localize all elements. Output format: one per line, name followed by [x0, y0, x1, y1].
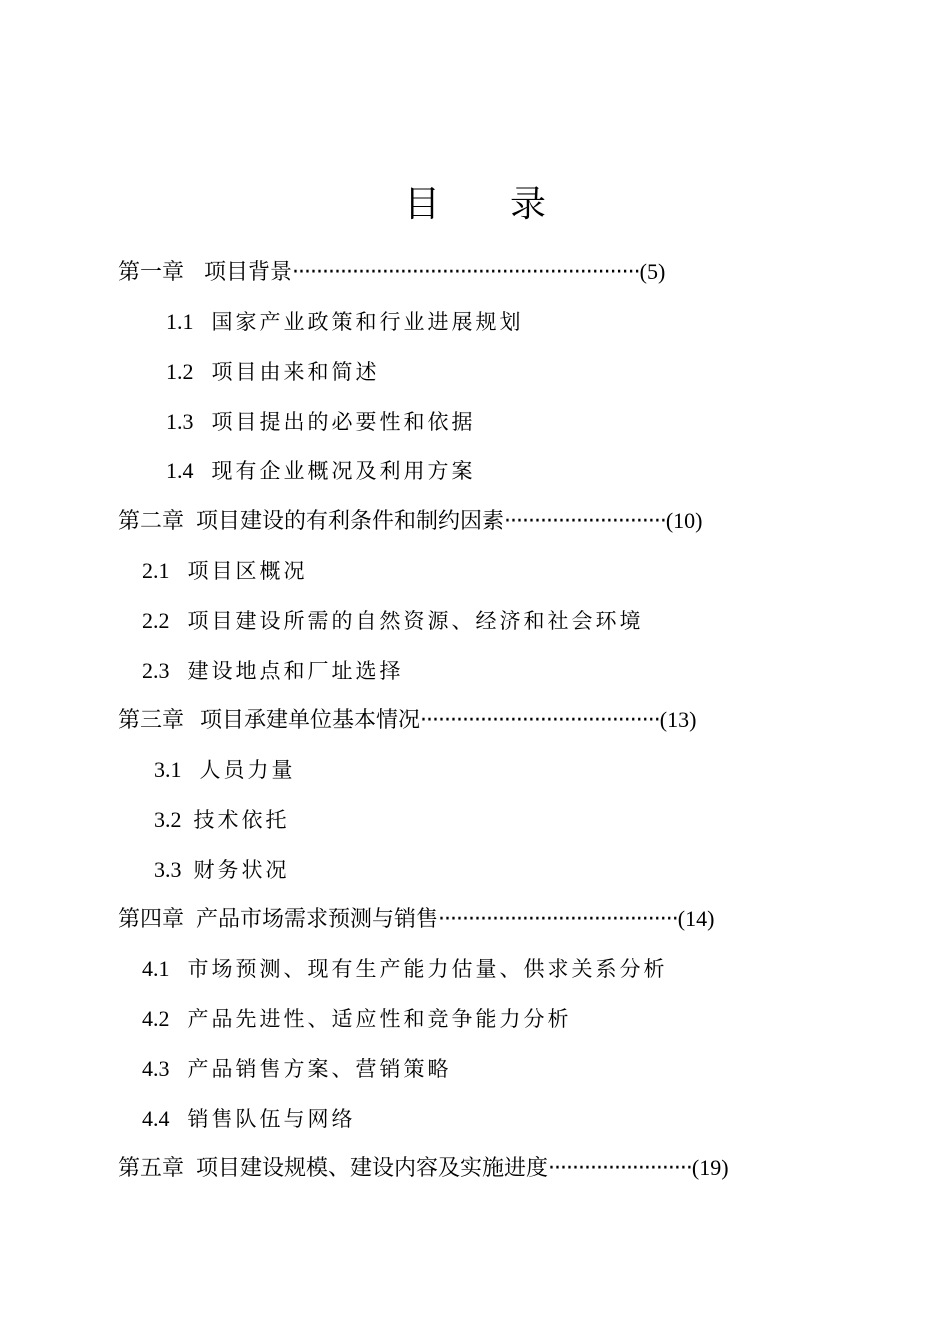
toc-section-4-3[interactable] [142, 1054, 452, 1084]
chapter-label: 第四章 [118, 907, 185, 932]
section-title: 人员力量 [199, 758, 296, 782]
chapter-title: 项目承建单位基本情况 [200, 708, 421, 733]
document-title [0, 176, 950, 227]
section-number: 4.3 [142, 1056, 170, 1081]
section-title: 建设地点和厂址选择 [187, 659, 404, 683]
toc-section-1-3[interactable] [166, 407, 476, 437]
section-number: 4.1 [142, 956, 170, 981]
chapter-label: 第五章 [118, 1156, 185, 1181]
chapter-label: 第二章 [118, 509, 185, 534]
section-number: 1.4 [166, 458, 194, 483]
title-char-2: 录 [510, 184, 547, 225]
toc-chapter-1[interactable] [118, 257, 665, 287]
page-number: (14) [677, 906, 715, 931]
section-title: 财务状况 [193, 858, 290, 882]
leader-dots: ························ [548, 1156, 692, 1181]
page-number: (5) [639, 259, 666, 284]
page-number: (13) [659, 707, 697, 732]
leader-dots: ········································ [438, 907, 678, 932]
section-title: 项目提出的必要性和依据 [211, 410, 476, 434]
toc-section-2-2[interactable] [142, 606, 644, 636]
chapter-title: 产品市场需求预测与销售 [196, 907, 439, 932]
section-title: 现有企业概况及利用方案 [211, 459, 476, 483]
section-number: 3.1 [154, 757, 182, 782]
toc-section-4-2[interactable] [142, 1004, 572, 1034]
leader-dots: ·························································· [292, 260, 640, 285]
section-number: 1.2 [166, 359, 194, 384]
section-number: 1.1 [166, 309, 194, 334]
toc-section-3-3[interactable] [154, 855, 290, 885]
section-number: 2.3 [142, 658, 170, 683]
chapter-label: 第三章 [118, 708, 185, 733]
leader-dots: ········································ [420, 708, 660, 733]
section-number: 4.4 [142, 1106, 170, 1131]
page-number: (10) [665, 508, 703, 533]
toc-section-4-1[interactable] [142, 954, 668, 984]
chapter-title: 项目建设规模、建设内容及实施进度 [196, 1156, 549, 1181]
section-title: 国家产业政策和行业进展规划 [211, 310, 524, 334]
section-title: 产品先进性、适应性和竞争能力分析 [187, 1007, 572, 1031]
chapter-label: 第一章 [118, 260, 185, 285]
section-number: 3.3 [154, 857, 182, 882]
section-title: 项目建设所需的自然资源、经济和社会环境 [187, 609, 644, 633]
section-title: 项目由来和简述 [211, 360, 380, 384]
toc-section-2-3[interactable] [142, 656, 404, 686]
section-number: 4.2 [142, 1006, 170, 1031]
chapter-title: 项目建设的有利条件和制约因素 [196, 509, 505, 534]
toc-section-4-4[interactable] [142, 1104, 356, 1134]
toc-section-1-1[interactable] [166, 307, 524, 337]
section-title: 产品销售方案、营销策略 [187, 1057, 452, 1081]
toc-chapter-4[interactable] [118, 904, 714, 934]
toc-section-1-2[interactable] [166, 357, 380, 387]
toc-section-1-4[interactable] [166, 456, 476, 486]
toc-chapter-5[interactable] [118, 1153, 729, 1183]
chapter-title: 项目背景 [204, 260, 293, 285]
section-title: 销售队伍与网络 [187, 1107, 356, 1131]
section-number: 1.3 [166, 409, 194, 434]
section-number: 3.2 [154, 807, 182, 832]
toc-chapter-3[interactable] [118, 705, 696, 735]
page-number: (19) [691, 1155, 729, 1180]
section-number: 2.2 [142, 608, 170, 633]
title-char-1: 目 [403, 184, 440, 225]
toc-section-3-2[interactable] [154, 805, 290, 835]
section-title: 市场预测、现有生产能力估量、供求关系分析 [187, 957, 668, 981]
toc-section-2-1[interactable] [142, 556, 308, 586]
toc-section-3-1[interactable] [154, 755, 296, 785]
section-number: 2.1 [142, 558, 170, 583]
section-title: 项目区概况 [187, 559, 308, 583]
leader-dots: ··························· [504, 509, 666, 534]
section-title: 技术依托 [193, 808, 290, 832]
toc-chapter-2[interactable] [118, 506, 703, 536]
